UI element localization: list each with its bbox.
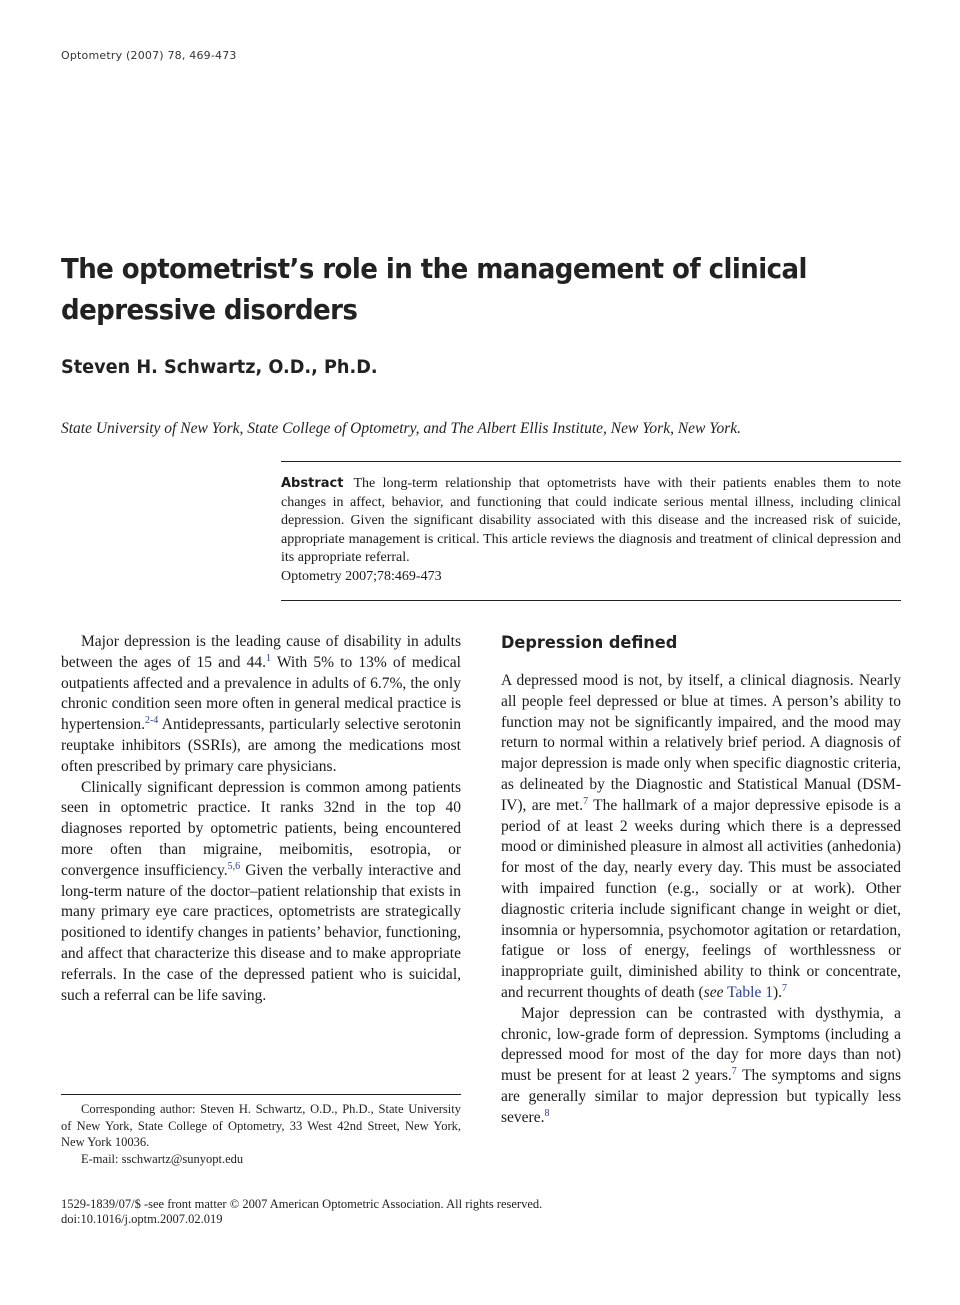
text-run: Clinically significant depression is common among patients seen in optometric practice. It ranks 32nd in the top 40 diagnoses reported by optometric patients, being encountered more often than migraine, meibomitis, esotropia, or convergence insufficiency.	[61, 778, 461, 879]
author-email[interactable]: E-mail: sschwartz@sunyopt.edu	[81, 1151, 244, 1166]
ref-link[interactable]: 7	[731, 1065, 737, 1077]
section-paragraph-2	[501, 1004, 901, 1129]
see-text: see	[703, 983, 724, 1001]
text-run: ).	[772, 983, 782, 1001]
ref-link[interactable]: 2-4	[144, 715, 159, 727]
intro-paragraph-2	[61, 778, 461, 1007]
corresponding-author: Corresponding author: Steven H. Schwartz, O.D., Ph.D., State University of New York, State College of Optometry, 33 West 42nd Street, New York, New York 10036.	[61, 1102, 461, 1149]
text-run: Antidepressants, particularly selective serotonin reuptake inhibitors (SSRIs), are among the medications most often prescribed by primary care physicians.	[61, 716, 461, 775]
text-run: The hallmark of a major depressive episode is a period of at least 2 weeks during which there is a depressed mood or diminished pleasure in almost all activities (anhedonia) for most of the day, nearly every day. This must be associated with impaired function (e.g., socially or at work). Other diagnostic criteria include significant change in weight or diet, insomnia or hypersomnia, psychomotor agitation or retardation, fatigue or loss of energy, feelings of worthlessness or inappropriate guilt, diminished ability to think or concentrate, and recurrent thoughts of death (	[501, 796, 901, 1001]
page-footer	[61, 1197, 542, 1227]
section-heading: Depression defined	[501, 633, 678, 653]
running-head: Optometry (2007) 78, 469-473	[61, 49, 237, 62]
text-run: Major depression is the leading cause of disability in adults between the ages of 15 and 44.	[61, 633, 461, 671]
ref-link[interactable]: 1	[266, 652, 272, 664]
article-title: The optometrist’s role in the management of clinical depressive disorders	[61, 252, 807, 326]
ref-link[interactable]: 7	[583, 795, 589, 807]
abstract-label: Abstract	[281, 476, 344, 491]
right-column	[501, 632, 901, 1129]
footnote	[61, 1101, 461, 1167]
text-run: A depressed mood is not, by itself, a clinical diagnosis. Nearly all people feel depressed or blue at times. A person’s ability to function may not be significantly impaired, and the mood may return to normal within a relatively brief period. A diagnosis of major depression is made only when specific diagnostic criteria, as delineated by the Diagnostic and Statistical Manual (DSM-IV), are met.	[501, 672, 901, 814]
intro-paragraph-1	[61, 632, 461, 778]
footnote-divider	[61, 1094, 461, 1095]
author-affiliation: State University of New York, State College of Optometry, and The Albert Ellis Institute, New York, New York.	[61, 420, 741, 437]
copyright-line: 1529-1839/07/$ -see front matter © 2007 American Optometric Association. All rights reserved.	[61, 1197, 543, 1211]
text-run: The symptoms and signs are generally similar to major depression but typically less severe.	[501, 1067, 901, 1126]
text-run: Given the verbally interactive and long-term nature of the doctor–patient relationship that exists in many primary eye care practices, optometrists are strategically positioned to identify changes in patients’ behavior, functioning, and affect that characterize this disease and to make appropriate referrals. In the case of the depressed patient who is suicidal, such a referral can be life saving.	[61, 861, 461, 1004]
abstract-citation: Optometry 2007;78:469-473	[281, 568, 442, 584]
table-link[interactable]: Table 1	[727, 983, 773, 1001]
text-run: Major depression can be contrasted with dysthymia, a chronic, low-grade form of depression. Symptoms (including a depressed mood for most of the day for more days than not) must be present for at least 2 years.	[501, 1004, 901, 1085]
abstract-text: The long-term relationship that optometrists have with their patients enables them to note changes in affect, behavior, and functioning that could indicate serious mental illness, including clinical depression. Given the significant disability associated with this disease and the increased risk of suicide, appropriate management is critical. This article reviews the diagnosis and treatment of clinical depression and its appropriate referral.	[281, 476, 901, 565]
section-paragraph-1	[501, 671, 901, 1004]
author-name: Steven H. Schwartz, O.D., Ph.D.	[61, 356, 378, 378]
doi-line[interactable]: doi:10.1016/j.optm.2007.02.019	[61, 1212, 223, 1226]
ref-link[interactable]: 8	[544, 1107, 550, 1119]
abstract-box	[281, 461, 901, 601]
ref-link[interactable]: 5,6	[227, 860, 241, 872]
text-run: With 5% to 13% of medical outpatients affected and a prevalence in adults of 6.7%, the only chronic condition seen more often in general medical practice is hypertension.	[61, 653, 461, 734]
left-column	[61, 632, 461, 1006]
ref-link[interactable]: 7	[782, 982, 787, 994]
